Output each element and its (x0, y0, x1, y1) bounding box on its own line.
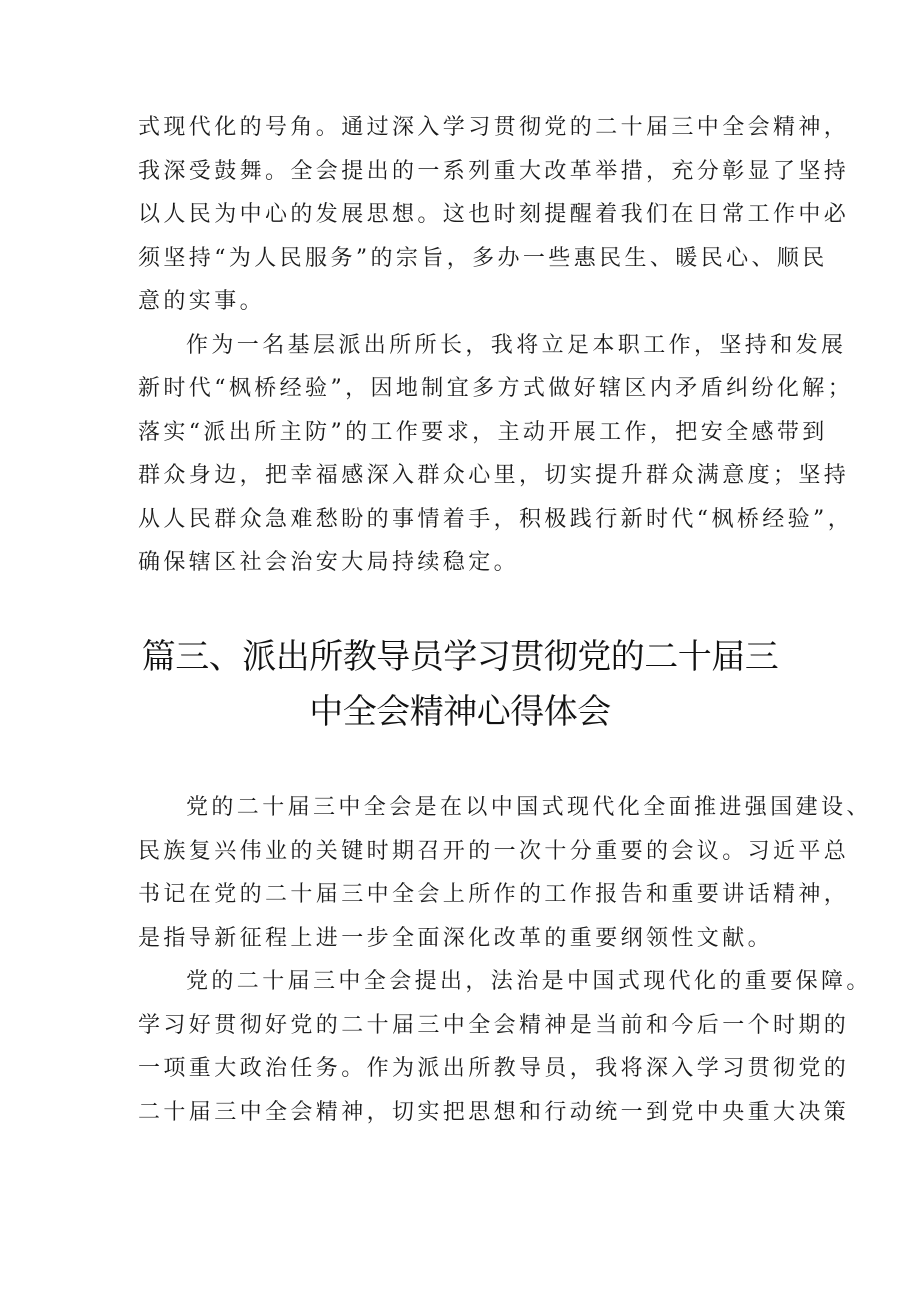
text-line: 新时代“枫桥经验”，因地制宜多方式做好辖区内矛盾纠纷化解； (138, 376, 854, 401)
paragraph (138, 786, 872, 960)
text-line: 二十届三中全会精神，切实把思想和行动统一到党中央重大决策 (138, 1099, 850, 1125)
text-line: 学习好贯彻好党的二十届三中全会精神是当前和今后一个时期的 (138, 1012, 850, 1038)
section-heading (110, 630, 810, 740)
heading-line-1: 篇三、派出所教导员学习贯彻党的二十届三 (141, 637, 779, 677)
paragraph (138, 324, 854, 585)
text-line: 是指导新征程上进一步全面深化改革的重要纲领性文献。 (138, 925, 774, 951)
text-line: 确保辖区社会治安大局持续稳定。 (138, 550, 520, 575)
text-line: 作为一名基层派出所所长，我将立足本职工作，坚持和发展 (186, 332, 847, 358)
section-1-body (138, 106, 854, 585)
paragraph (138, 106, 850, 324)
text-line: 须坚持“为人民服务”的宗旨，多办一些惠民生、暖民心、顺民 (138, 245, 828, 271)
paragraph (138, 960, 872, 1134)
heading-line-2: 中全会精神心得体会 (309, 692, 611, 732)
text-line: 我深受鼓舞。全会提出的一系列重大改革举措，充分彰显了坚持 (138, 158, 850, 184)
text-line: 从人民群众急难愁盼的事情着手，积极践行新时代“枫桥经验”， (138, 506, 854, 532)
text-line: 党的二十届三中全会是在以中国式现代化全面推进强国建设、 (186, 795, 872, 820)
text-line: 落实“派出所主防”的工作要求，主动开展工作，把安全感带到 (138, 419, 828, 445)
text-line: 书记在党的二十届三中全会上所作的工作报告和重要讲话精神， (138, 882, 850, 907)
text-line: 一项重大政治任务。作为派出所教导员，我将深入学习贯彻党的 (138, 1056, 850, 1081)
text-line: 党的二十届三中全会提出，法治是中国式现代化的重要保障。 (186, 969, 872, 994)
text-line: 民族复兴伟业的关键时期召开的一次十分重要的会议。习近平总 (138, 838, 850, 864)
section-2-body (138, 786, 872, 1134)
text-line: 群众身边，把幸福感深入群众心里，切实提升群众满意度；坚持 (138, 463, 850, 488)
text-line: 意的实事。 (138, 289, 266, 314)
text-line: 以人民为中心的发展思想。这也时刻提醒着我们在日常工作中必 (138, 202, 850, 227)
text-line: 式现代化的号角。通过深入学习贯彻党的二十届三中全会精神， (138, 115, 850, 140)
